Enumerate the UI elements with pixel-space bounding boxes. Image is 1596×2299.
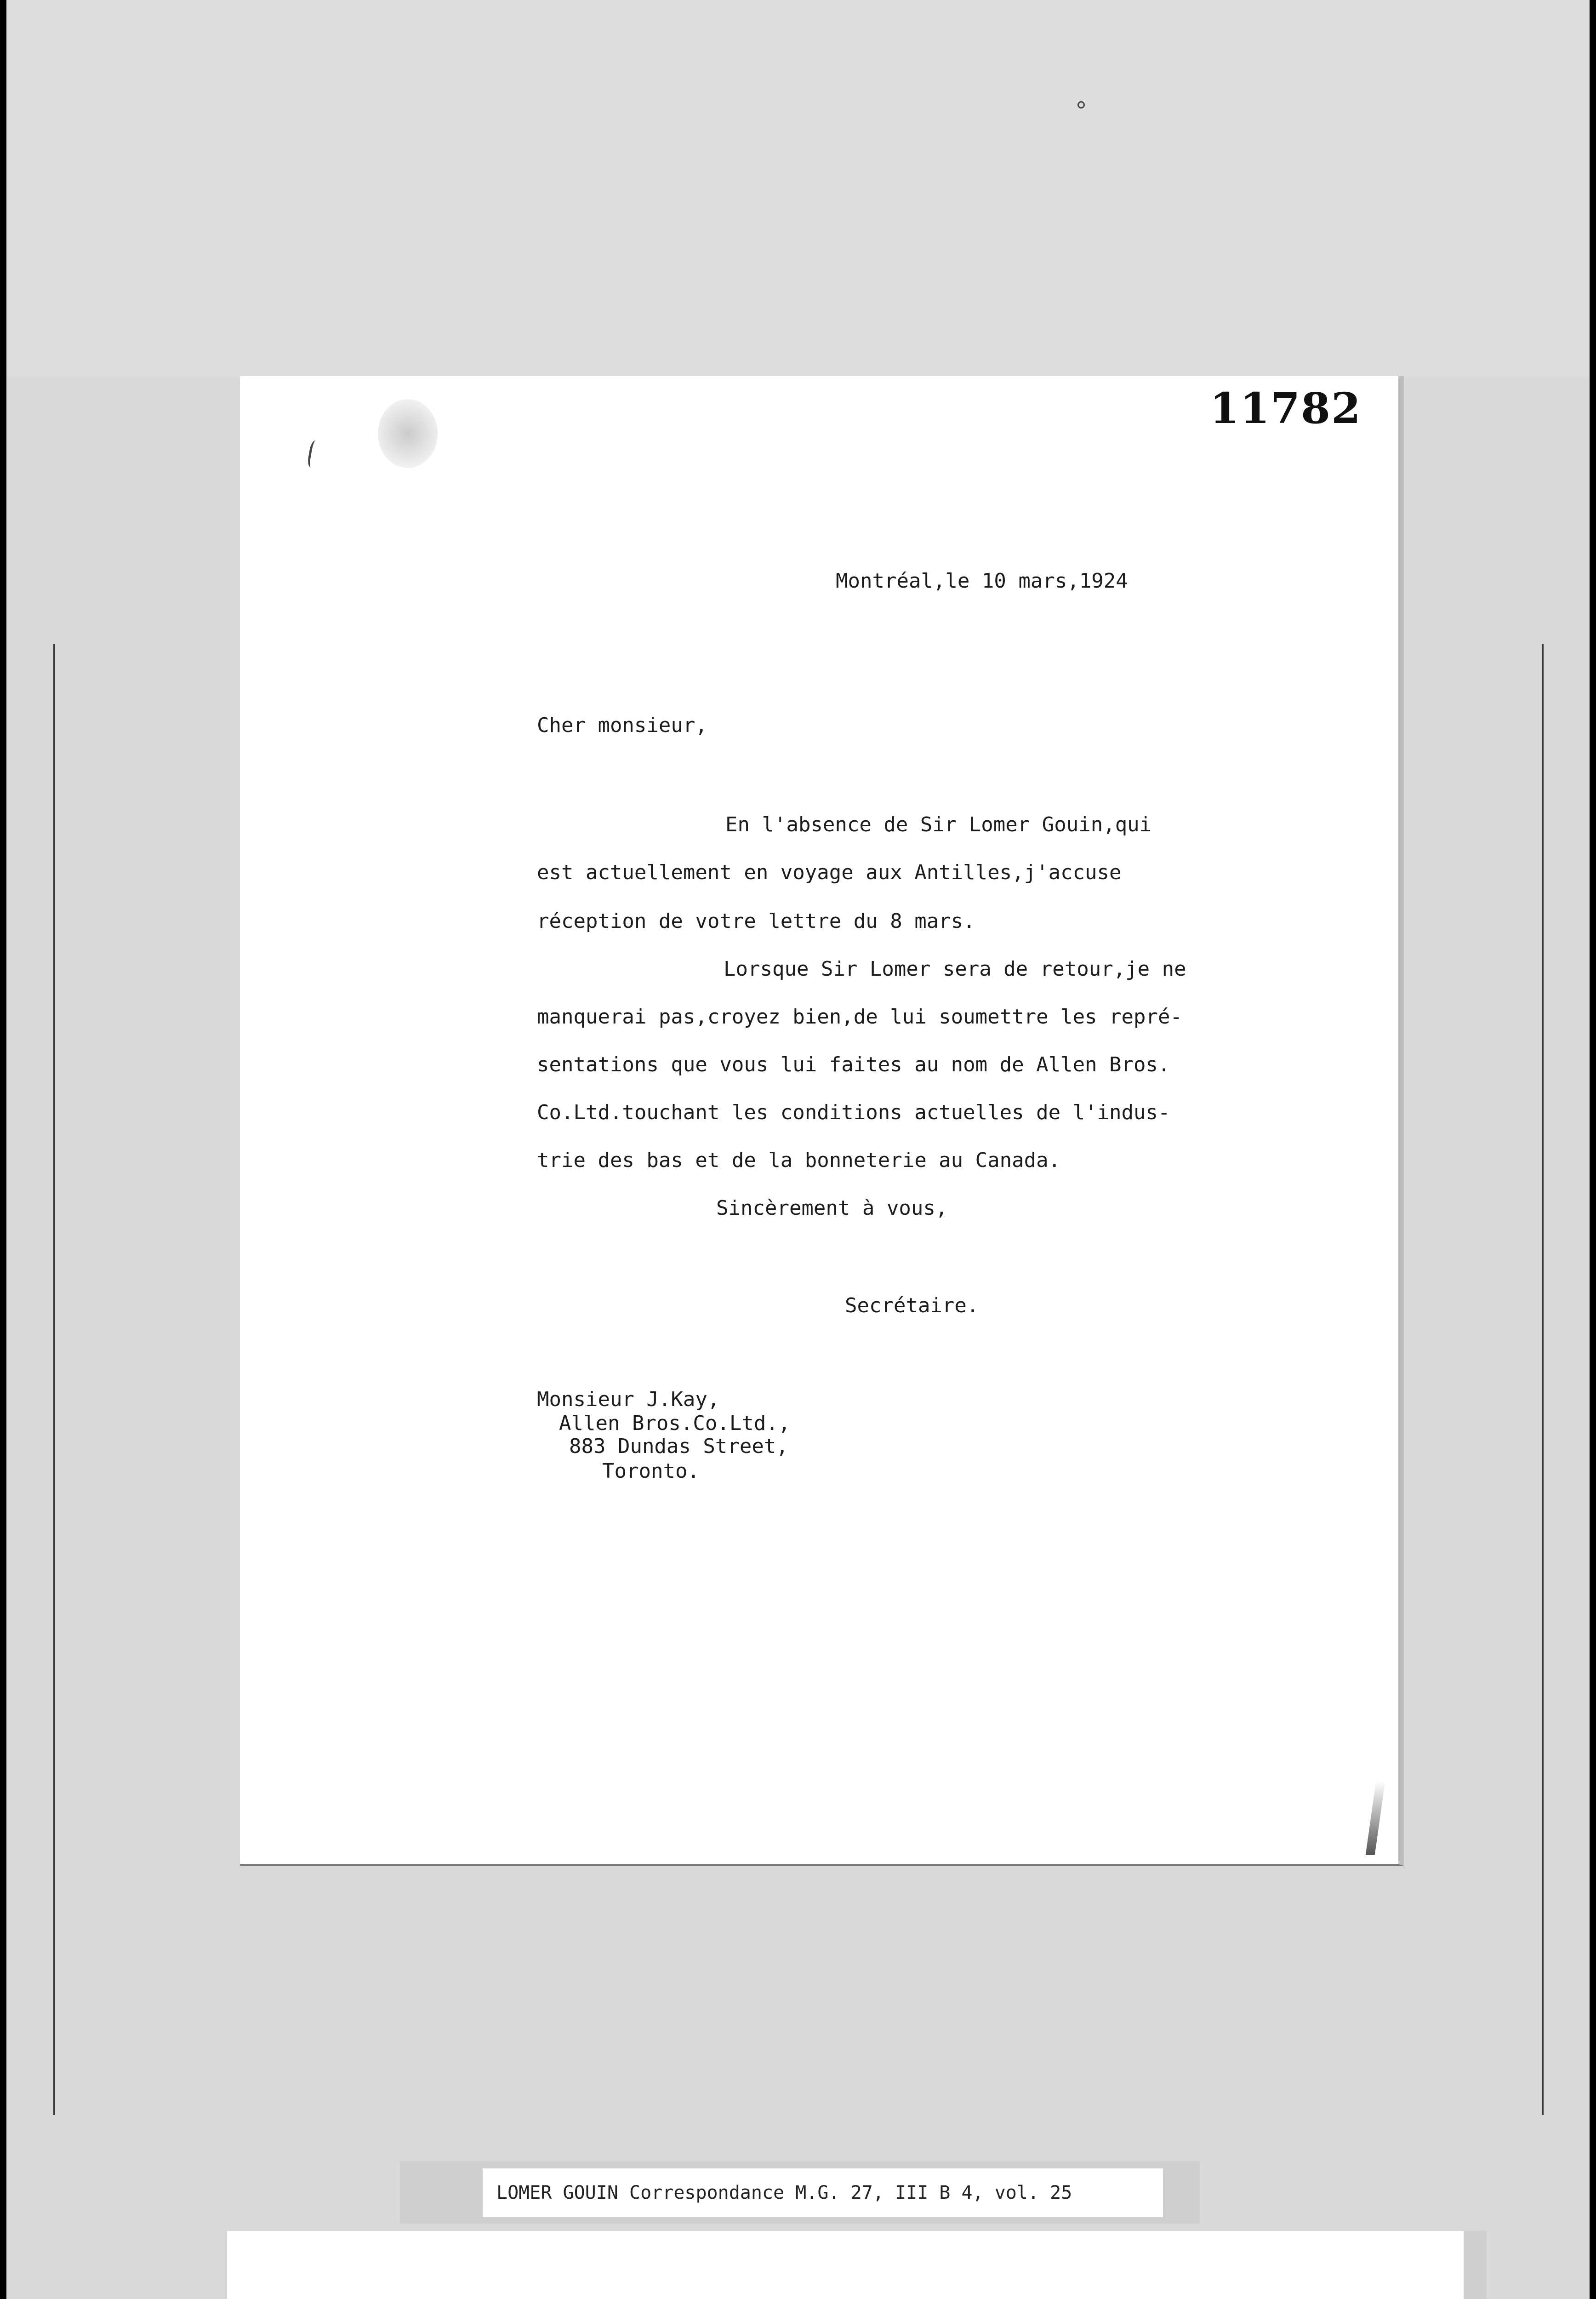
salutation: Cher monsieur, — [537, 714, 707, 737]
body-line: est actuellement en voyage aux Antilles,j'accuse — [537, 861, 1122, 884]
body-line: sentations que vous lui faites au nom de Allen Bros. — [537, 1053, 1170, 1076]
body-line: manquerai pas,croyez bien,de lui soumettre les repré- — [537, 1005, 1182, 1029]
pencil-mark — [307, 440, 322, 469]
address-line: Toronto. — [602, 1459, 700, 1483]
signature-title: Secrétaire. — [845, 1294, 979, 1317]
archives-stamp — [227, 2231, 1464, 2299]
body-line: réception de votre lettre du 8 mars. — [537, 909, 975, 933]
page-number: 11782 — [1209, 383, 1362, 433]
letter-page — [240, 376, 1404, 1866]
date-line: Montréal,le 10 mars,1924 — [836, 569, 1128, 593]
address-line: Monsieur J.Kay, — [537, 1388, 720, 1411]
body-line: Co.Ltd.touchant les conditions actuelles de l'indus- — [537, 1101, 1170, 1124]
address-line: 883 Dundas Street, — [569, 1435, 788, 1458]
board-left-edge-line — [53, 644, 55, 2115]
board-right-edge-line — [1542, 644, 1544, 2115]
board-dust-mark — [1077, 101, 1085, 109]
body-line: Lorsque Sir Lomer sera de retour,je ne — [724, 957, 1186, 981]
body-line: En l'absence de Sir Lomer Gouin,qui — [725, 813, 1152, 836]
closing: Sincèrement à vous, — [716, 1196, 948, 1220]
archive-reference-label: LOMER GOUIN Correspondance M.G. 27, III B 4, vol. 25 — [483, 2168, 1163, 2217]
address-line: Allen Bros.Co.Ltd., — [559, 1412, 791, 1435]
page-edge-curl — [1366, 1781, 1385, 1855]
board-top-area — [6, 0, 1590, 377]
stamp-shadow — [1464, 2231, 1487, 2299]
body-line: trie des bas et de la bonneterie au Canada. — [537, 1149, 1061, 1172]
smudge-mark — [378, 399, 438, 468]
